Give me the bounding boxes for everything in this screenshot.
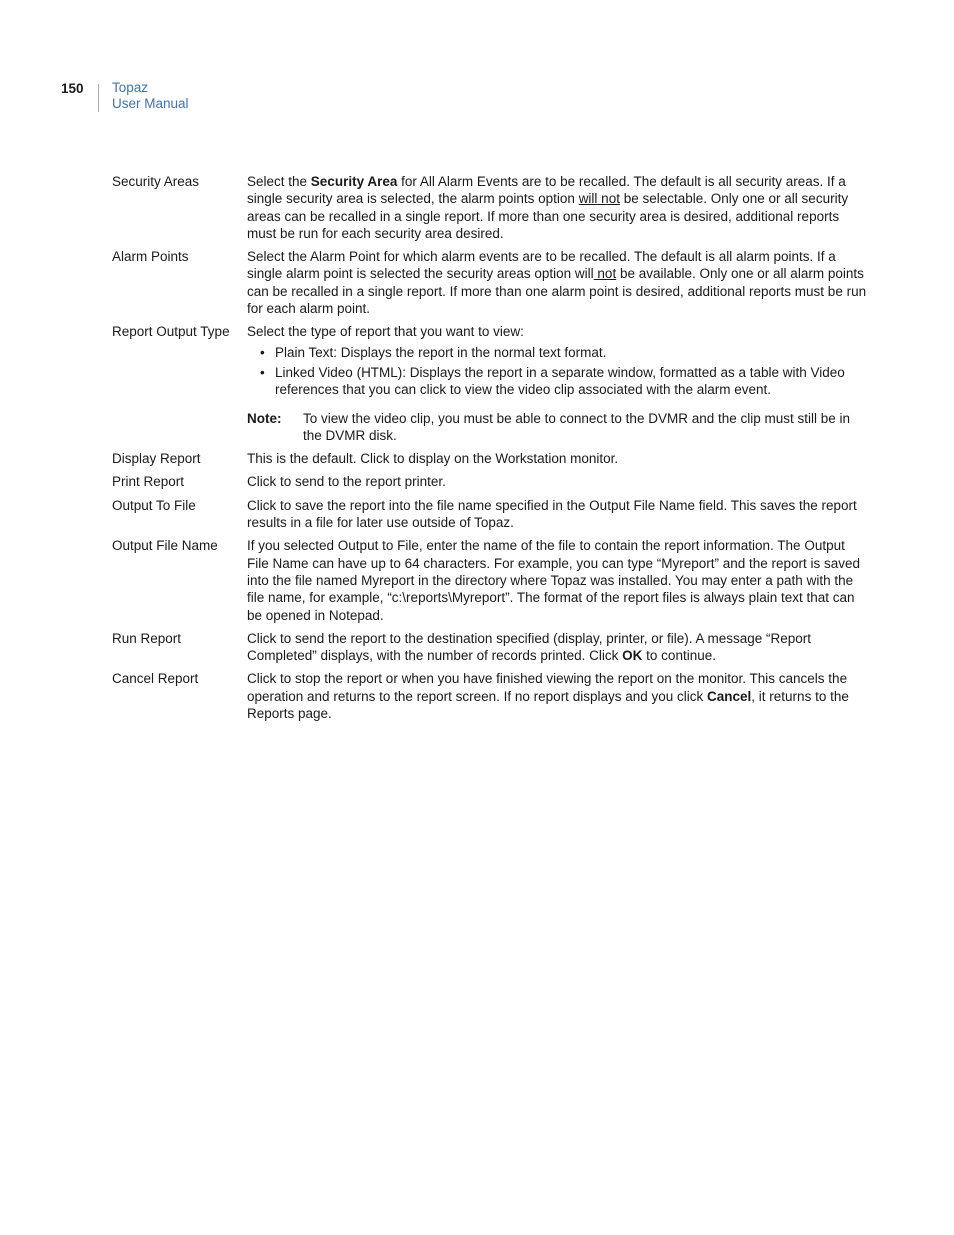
list-item-text: Plain Text: Displays the report in the normal text format. [275, 344, 607, 360]
underline-not: not [593, 266, 617, 282]
underline-will-not: will not [578, 191, 620, 207]
definition-row-run-report [108, 628, 874, 669]
emphasis-security-area: Security Area [310, 174, 398, 189]
desc-text: be selectable. Only one or all security areas can be recalled in a single report. If more than one security area is desired, additional reports must be run for each security area desired. [247, 191, 849, 241]
description-cancel-report [242, 668, 874, 726]
list-item-text: Linked Video (HTML): Displays the report in a separate window, formatted as a table with Video references that you can click to view the video clip associated with the alarm event. [275, 364, 845, 398]
document-subtitle: User Manual [112, 96, 189, 111]
list-item [247, 344, 870, 361]
term-security-areas: Security Areas [112, 174, 200, 189]
term-print-report: Print Report [112, 474, 185, 490]
note-block [247, 410, 870, 445]
definition-row-display-report [108, 448, 874, 471]
definition-row-report-output-type [108, 321, 874, 448]
definition-row-cancel-report [108, 668, 874, 726]
term-run-report: Run Report [112, 630, 182, 646]
term-display-report: Display Report [112, 451, 201, 467]
description-run-report [242, 628, 874, 669]
desc-text: for All Alarm Events are to be recalled. The default is all security areas. If a single security area is selected, the alarm points option [247, 174, 846, 207]
desc-text: Select the Alarm Point for which alarm events are to be recalled. The default is all alarm points. If a single alarm point is selected the security areas option will [247, 249, 836, 282]
description-output-to-file: Click to save the report into the file name specified in the Output File Name field. This saves the report results in a file for later use outside of Topaz. [247, 497, 857, 531]
term-alarm-points: Alarm Points [112, 249, 189, 265]
description-print-report: Click to send to the report printer. [247, 474, 446, 490]
term-output-to-file: Output To File [112, 497, 196, 513]
desc-intro: Select the type of report that you want to view: [247, 324, 524, 340]
term-report-output-type: Report Output Type [112, 324, 230, 340]
list-item [247, 364, 870, 399]
desc-text: Click to send the report to the destination specified (display, printer, or file). A message “Report Completed” displays, with the number of records printed. Click [247, 630, 812, 664]
emphasis-cancel: Cancel [707, 688, 752, 704]
output-type-list [247, 344, 870, 399]
term-output-file-name: Output File Name [112, 538, 218, 554]
definition-row-print-report [108, 471, 874, 494]
bullet-icon: • [260, 364, 265, 380]
definition-row-output-file-name [108, 535, 874, 627]
definition-row-security-areas [108, 171, 874, 246]
term-cancel-report: Cancel Report [112, 671, 199, 687]
desc-text: to continue. [642, 648, 716, 664]
definition-row-alarm-points [108, 246, 874, 321]
document-title-block [112, 80, 189, 112]
description-output-file-name: If you selected Output to File, enter the name of the file to contain the report information. The Output File Name can have up to 64 characters. For example, you can type “Myreport” and the report is saved into the file named Myreport in the directory where Topaz was installed. You may enter a path with the file name, for example, “c:\reports\Myreport”. The format of the report files is always plain text that can be opened in Notepad. [247, 538, 861, 623]
definition-row-output-to-file [108, 495, 874, 536]
emphasis-ok: OK [622, 648, 643, 664]
note-text: To view the video clip, you must be able to connect to the DVMR and the clip must still be in the DVMR disk. [303, 410, 851, 443]
desc-text: Select the [247, 174, 311, 189]
header-divider [98, 84, 99, 112]
description-report-output-type [242, 321, 874, 448]
desc-text: Click to stop the report or when you have finished viewing the report on the monitor. This cancels the operation and returns to the report screen. If no report displays and you click [247, 671, 848, 704]
document-title: Topaz [112, 80, 149, 95]
desc-text: be available. Only one or all alarm points can be recalled in a single report. If more than one alarm point is desired, additional reports must be run for each alarm point. [247, 266, 867, 317]
page-number: 150 [61, 81, 84, 96]
note-label: Note: [247, 410, 282, 426]
field-definitions-table [108, 171, 874, 726]
description-security-areas [242, 171, 874, 246]
desc-text: , it returns to the Reports page. [247, 688, 849, 722]
description-display-report: This is the default. Click to display on the Workstation monitor. [247, 451, 619, 467]
description-alarm-points [242, 246, 874, 321]
bullet-icon: • [260, 344, 265, 360]
